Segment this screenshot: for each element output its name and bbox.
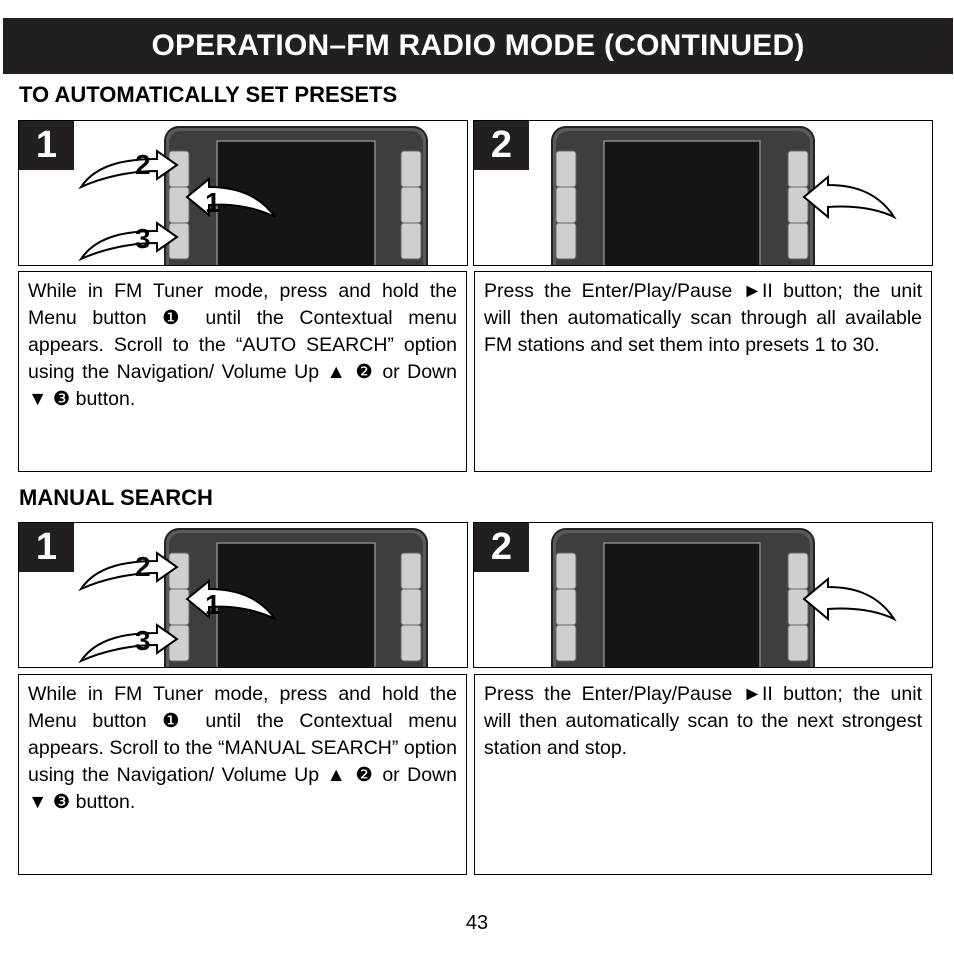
callout-label: 3	[135, 625, 151, 656]
instruction-text: While in FM Tuner mode, press and hold the Menu button ❶ until the Contextual menu appears. Scroll to the “MANUAL SEARCH” option using the Navigation/ Volume Up ▲ ❷ or Down ▼ ❸ button.	[28, 683, 457, 813]
callout-label: 1	[205, 589, 221, 620]
illustration-auto-step-1	[18, 120, 468, 266]
page-number: 43	[465, 912, 489, 934]
instruction-text: Press the Enter/Play/Pause ►II button; the unit will then automatically scan to the next strongest station and stop.	[484, 683, 922, 759]
callout-label: 3	[135, 223, 151, 254]
instruction-text-box	[18, 271, 467, 472]
illustration-manual-step-2	[473, 522, 933, 668]
step-number-badge: 1	[19, 121, 74, 170]
device-illustration	[474, 523, 932, 667]
section-title-auto-presets: TO AUTOMATICALLY SET PRESETS	[19, 82, 398, 107]
callout-label: 2	[135, 149, 151, 180]
instruction-text-box	[474, 674, 932, 875]
callout-label: 1	[205, 187, 221, 218]
step-number-badge: 2	[474, 121, 529, 170]
arrow-icon	[804, 579, 894, 619]
device-illustration	[474, 121, 932, 265]
arrow-icon	[81, 625, 177, 661]
illustration-manual-step-1	[18, 522, 468, 668]
instruction-text-box	[18, 674, 467, 875]
page-title: OPERATION–FM RADIO MODE (CONTINUED)	[151, 29, 805, 62]
step-number-badge: 1	[19, 523, 74, 572]
page-header	[3, 18, 953, 74]
arrow-icon	[804, 177, 894, 217]
device-illustration	[19, 523, 467, 667]
section-title-manual-search: MANUAL SEARCH	[19, 485, 213, 510]
arrow-icon	[81, 223, 177, 259]
callout-label: 2	[135, 551, 151, 582]
illustration-auto-step-2	[473, 120, 933, 266]
step-number-badge: 2	[474, 523, 529, 572]
arrow-icon	[81, 151, 177, 187]
instruction-text-box	[474, 271, 932, 472]
instruction-text: Press the Enter/Play/Pause ►II button; the unit will then automatically scan through all available FM stations and set them into presets 1 to 30.	[484, 280, 922, 356]
device-illustration	[19, 121, 467, 265]
arrow-icon	[81, 553, 177, 589]
instruction-text: While in FM Tuner mode, press and hold the Menu button ❶ until the Contextual menu appears. Scroll to the “AUTO SEARCH” option using the Navigation/ Volume Up ▲ ❷ or Down ▼ ❸ button.	[28, 280, 457, 410]
